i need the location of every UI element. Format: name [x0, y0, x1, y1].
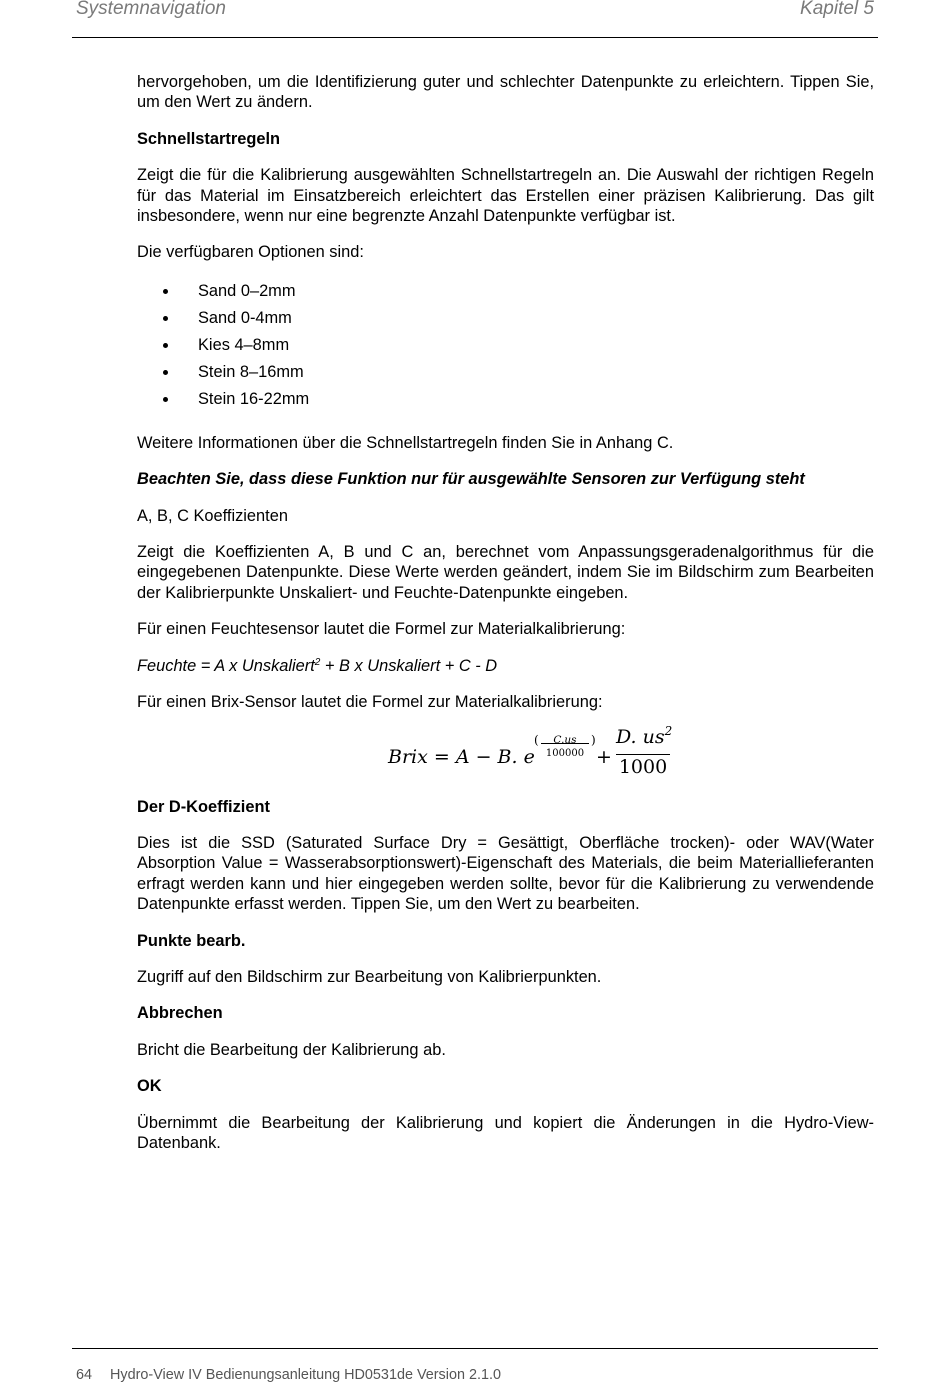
formula-brix-fraction-numerator: D. $us^2$	[616, 723, 673, 748]
paragraph-weitere-informationen: Weitere Informationen über die Schnellstartregeln finden Sie in Anhang C.	[137, 433, 674, 452]
paragraph-d-koeffizient: Dies ist die SSD (Saturated Surface Dry = Gesättigt, Oberfläche trocken)- oder WAV(Water Absorption Value = Wasserabsorptionswert)-Eigenschaft des Materials, die beim Materiallieferanten erfragt werden kann und hier eingegeben werden sollte, bevor für die Kalibrierung zu verwendende Datenpunkte erfasst werden. Tippen Sie, um den Wert zu bearbeiten.	[137, 833, 874, 914]
list-item: Sand 0-4mm	[137, 308, 874, 335]
heading-punkte-bearb: Punkte bearb.	[137, 931, 246, 950]
page-footer	[76, 1367, 501, 1383]
paragraph-options-intro: Die verfügbaren Optionen sind:	[137, 243, 364, 262]
footer-rule	[72, 1348, 878, 1349]
bullet-icon	[163, 343, 168, 348]
paragraph-schnellstartregeln: Zeigt die für die Kalibrierung ausgewählten Schnellstartregeln an. Die Auswahl der richtigen Regeln für das Material im Einsatzbereich erleichtert das Erstellen einer präzisen Kalibrierung. Das gilt insbesondere, wenn nur eine begrenzte Anzahl Datenpunkte verfügbar ist.	[137, 166, 874, 226]
formula-brix	[137, 723, 874, 785]
running-header-section: Systemnavigation	[76, 0, 226, 19]
formula-brix-exp-lparen: (	[534, 732, 539, 747]
paragraph-ok: Übernimmt die Bearbeitung der Kalibrierung und kopiert die Änderungen in die Hydro-View-Datenbank.	[137, 1113, 874, 1152]
options-list	[137, 281, 874, 416]
paragraph-brix-formula-intro: Für einen Brix-Sensor lautet die Formel zur Materialkalibrierung:	[137, 693, 603, 712]
header-rule	[72, 37, 878, 38]
bullet-icon	[163, 397, 168, 402]
running-header-chapter: Kapitel 5	[800, 0, 874, 19]
formula-brix-plus: +	[596, 745, 612, 768]
heading-ok: OK	[137, 1077, 162, 1096]
bullet-icon	[163, 370, 168, 375]
bullet-icon	[163, 316, 168, 321]
bullet-icon	[163, 289, 168, 294]
heading-d-koeffizient: Der D-Koeffizient	[137, 797, 270, 816]
note-sensor-availability: Beachten Sie, dass diese Funktion nur für ausgewählte Sensoren zur Verfügung steht	[137, 470, 805, 489]
page-body	[137, 72, 874, 1153]
footer-document-title: Hydro-View IV Bedienungsanleitung HD0531de Version 2.1.0	[110, 1367, 501, 1383]
heading-abbrechen: Abbrechen	[137, 1004, 223, 1023]
page-number: 64	[76, 1367, 93, 1383]
formula-brix-fraction-denominator: 1000	[618, 755, 668, 778]
formula-brix-exp-numerator: C.us	[553, 733, 577, 746]
list-item: Stein 8–16mm	[137, 362, 874, 389]
formula-feuchte: Feuchte = A x Unskaliert$^2$ + B x Unskaliert + C - D	[137, 656, 498, 675]
heading-schnellstartregeln: Schnellstartregeln	[137, 129, 281, 148]
paragraph-abbrechen: Bricht die Bearbeitung der Kalibrierung ab.	[137, 1040, 446, 1059]
list-item: Kies 4–8mm	[137, 335, 874, 362]
list-item: Stein 16-22mm	[137, 389, 874, 416]
paragraph-abc-koeffizienten: Zeigt die Koeffizienten A, B und C an, berechnet vom Anpassungsgeradenalgorithmus für die eingegebenen Datenpunkte. Diese Werte werden geändert, indem Sie im Bildschirm zum Bearbeiten der Kalibrierpunkte Unskaliert- und Feuchte-Datenpunkte eingeben.	[137, 543, 874, 602]
formula-brix-exp-rparen: )	[591, 732, 596, 747]
formula-brix-lhs: Brix = A − B. e	[388, 745, 535, 768]
formula-brix-exp-denominator: 100000	[545, 747, 585, 759]
paragraph-feuchte-formula-intro: Für einen Feuchtesensor lautet die Formel zur Materialkalibrierung:	[137, 620, 626, 639]
list-item: Sand 0–2mm	[137, 281, 874, 308]
paragraph-intro: hervorgehoben, um die Identifizierung guter und schlechter Datenpunkte zu erleichtern. Tippen Sie, um den Wert zu ändern.	[137, 73, 874, 112]
formula-brix-fraction-bar	[616, 754, 670, 755]
paragraph-punkte-bearb: Zugriff auf den Bildschirm zur Bearbeitung von Kalibrierpunkten.	[137, 967, 602, 986]
heading-abc-koeffizienten: A, B, C Koeffizienten	[137, 506, 288, 525]
